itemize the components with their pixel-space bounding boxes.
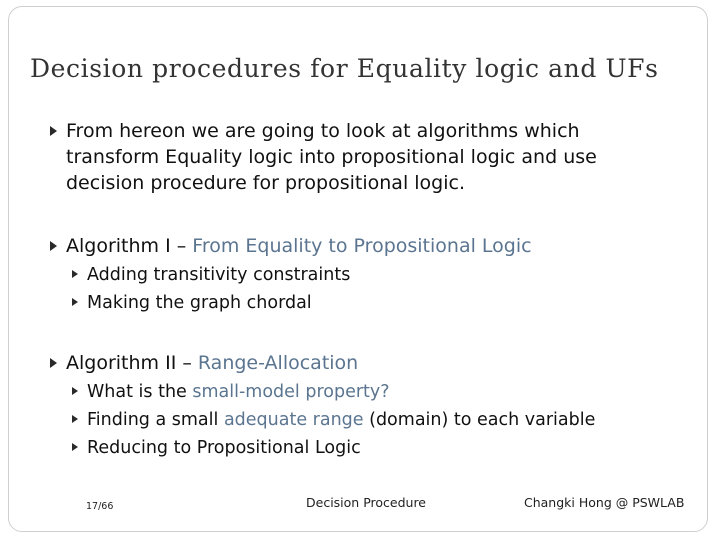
bullet3-heading [66, 350, 358, 376]
bullet1-line3: decision procedure for propositional logic. [66, 172, 465, 194]
bullet2-sub2: Making the graph chordal [87, 293, 312, 313]
sub-bullet-arrow-icon [72, 270, 78, 278]
bullet-arrow-icon [50, 126, 57, 136]
bullet3-sub1-before: What is the [87, 382, 193, 402]
bullet-arrow-icon [50, 358, 57, 368]
sub-bullet-arrow-icon [72, 298, 78, 306]
bullet2-sub1: Adding transitivity constraints [87, 265, 351, 285]
bullet3-highlight: Range-Allocation [197, 352, 359, 374]
bullet3-sub1 [87, 381, 390, 403]
sub-bullet-arrow-icon [72, 443, 78, 451]
bullet3-sub2 [87, 409, 595, 431]
slide-title: Decision procedures for Equality logic and UFs [30, 54, 659, 83]
footer-center: Decision Procedure [306, 495, 426, 510]
sub-bullet-arrow-icon [72, 415, 78, 423]
sub-bullet-arrow-icon [72, 387, 78, 395]
bullet-arrow-icon [50, 241, 57, 251]
bullet1-line2: transform Equality logic into propositional logic and use [66, 146, 597, 168]
page-number: 17/66 [86, 501, 114, 512]
bullet3-sub2-before: Finding a small [87, 410, 224, 430]
bullet2-heading [66, 233, 532, 259]
footer-author: Changki Hong @ PSWLAB [524, 495, 685, 510]
bullet1-line1: From hereon we are going to look at algorithms which [66, 120, 580, 142]
bullet3-sub3: Reducing to Propositional Logic [87, 438, 361, 458]
bullet3-sub2-highlight: adequate range [223, 410, 364, 430]
bullet3-sub2-after: (domain) to each variable [363, 410, 596, 430]
bullet2-prefix: Algorithm I – [66, 235, 193, 257]
bullet3-prefix: Algorithm II – [66, 352, 198, 374]
bullet2-highlight: From Equality to Propositional Logic [192, 235, 532, 257]
bullet3-sub1-highlight: small-model property? [192, 382, 390, 402]
